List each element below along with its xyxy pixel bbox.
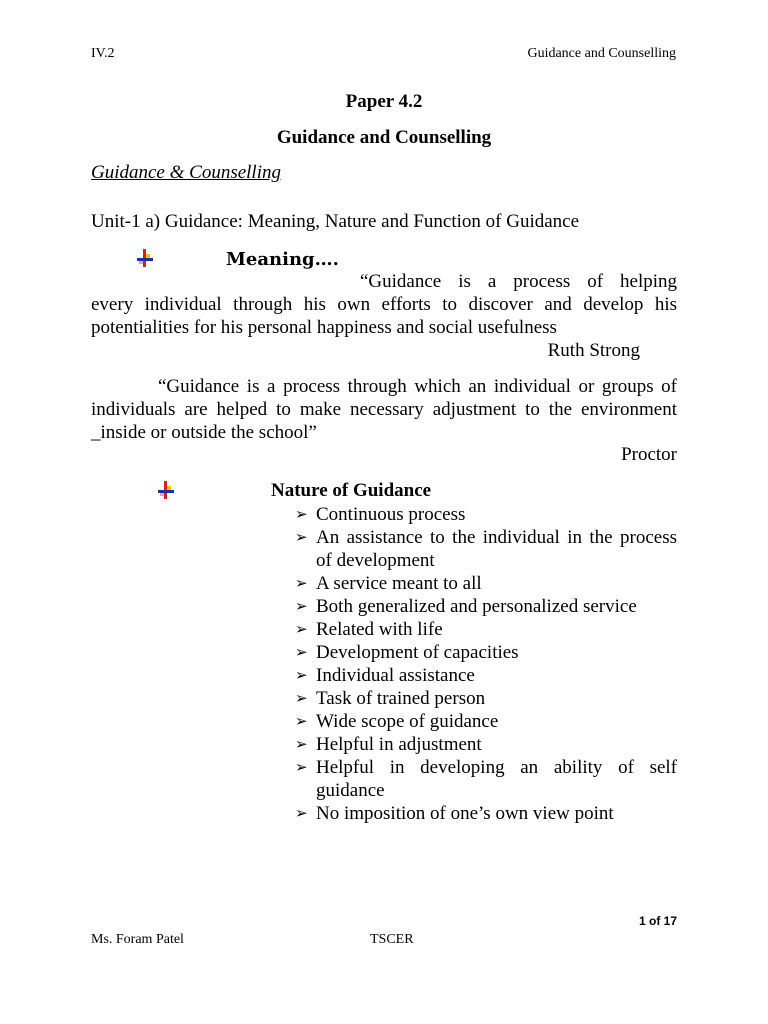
list-item	[295, 641, 677, 664]
list-item	[295, 733, 677, 756]
quote-1-body: every individual through his own efforts to discover and develop his potentialities for his personal happiness and social usefulness	[91, 294, 677, 338]
arrow-bullet-icon: ➢	[295, 528, 308, 546]
plus-bullet-icon	[137, 249, 153, 267]
subheading: Guidance & Counselling	[91, 162, 281, 183]
plus-bullet-icon	[158, 481, 174, 499]
quote-1-first-line: “Guidance is a process of helping	[360, 271, 677, 292]
arrow-bullet-icon: ➢	[295, 804, 308, 822]
author-2: Proctor	[621, 444, 677, 465]
footer-author: Ms. Foram Patel	[91, 932, 184, 947]
nature-list	[295, 503, 677, 825]
list-item-text: Wide scope of guidance	[316, 711, 499, 732]
list-item	[295, 664, 677, 687]
list-item-text: Helpful in adjustment	[316, 734, 482, 755]
arrow-bullet-icon: ➢	[295, 689, 308, 707]
list-item-text: Task of trained person	[316, 688, 486, 709]
list-item-text: Development of capacities	[316, 642, 519, 663]
arrow-bullet-icon: ➢	[295, 505, 308, 523]
list-item-text: Helpful in developing an ability of self guidance	[316, 757, 677, 801]
list-item	[295, 710, 677, 733]
list-item	[295, 526, 677, 572]
arrow-bullet-icon: ➢	[295, 574, 308, 592]
arrow-bullet-icon: ➢	[295, 735, 308, 753]
list-item-text: A service meant to all	[316, 573, 482, 594]
quote-2: “Guidance is a process through which an individual or groups of individuals are helped to make necessary adjustment to the environment _inside or outside the school”	[91, 376, 677, 443]
list-item-text: Related with life	[316, 619, 443, 640]
list-item	[295, 595, 677, 618]
list-item	[295, 503, 677, 526]
list-item-text: Individual assistance	[316, 665, 475, 686]
header-right: Guidance and Counselling	[527, 46, 676, 61]
list-item-text: Both generalized and personalized service	[316, 596, 637, 617]
arrow-bullet-icon: ➢	[295, 712, 308, 730]
arrow-bullet-icon: ➢	[295, 758, 308, 776]
list-item-text: Continuous process	[316, 504, 466, 525]
arrow-bullet-icon: ➢	[295, 620, 308, 638]
meaning-title: Meaning….	[226, 249, 339, 270]
unit-line: Unit-1 a) Guidance: Meaning, Nature and Function of Guidance	[91, 211, 580, 232]
list-item	[295, 802, 677, 825]
author-1: Ruth Strong	[547, 340, 640, 361]
arrow-bullet-icon: ➢	[295, 666, 308, 684]
list-item	[295, 756, 677, 802]
nature-title: Nature of Guidance	[271, 480, 432, 501]
footer-institute: TSCER	[370, 932, 414, 947]
list-item-text: No imposition of one’s own view point	[316, 803, 614, 824]
page-number: 1 of 17	[638, 914, 677, 928]
list-item	[295, 618, 677, 641]
arrow-bullet-icon: ➢	[295, 597, 308, 615]
list-item	[295, 687, 677, 710]
list-item	[295, 572, 677, 595]
subject-title: Guidance and Counselling	[276, 127, 492, 148]
paper-title: Paper 4.2	[345, 91, 423, 112]
header-left: IV.2	[91, 46, 115, 61]
arrow-bullet-icon: ➢	[295, 643, 308, 661]
list-item-text: An assistance to the individual in the process of development	[316, 527, 677, 571]
